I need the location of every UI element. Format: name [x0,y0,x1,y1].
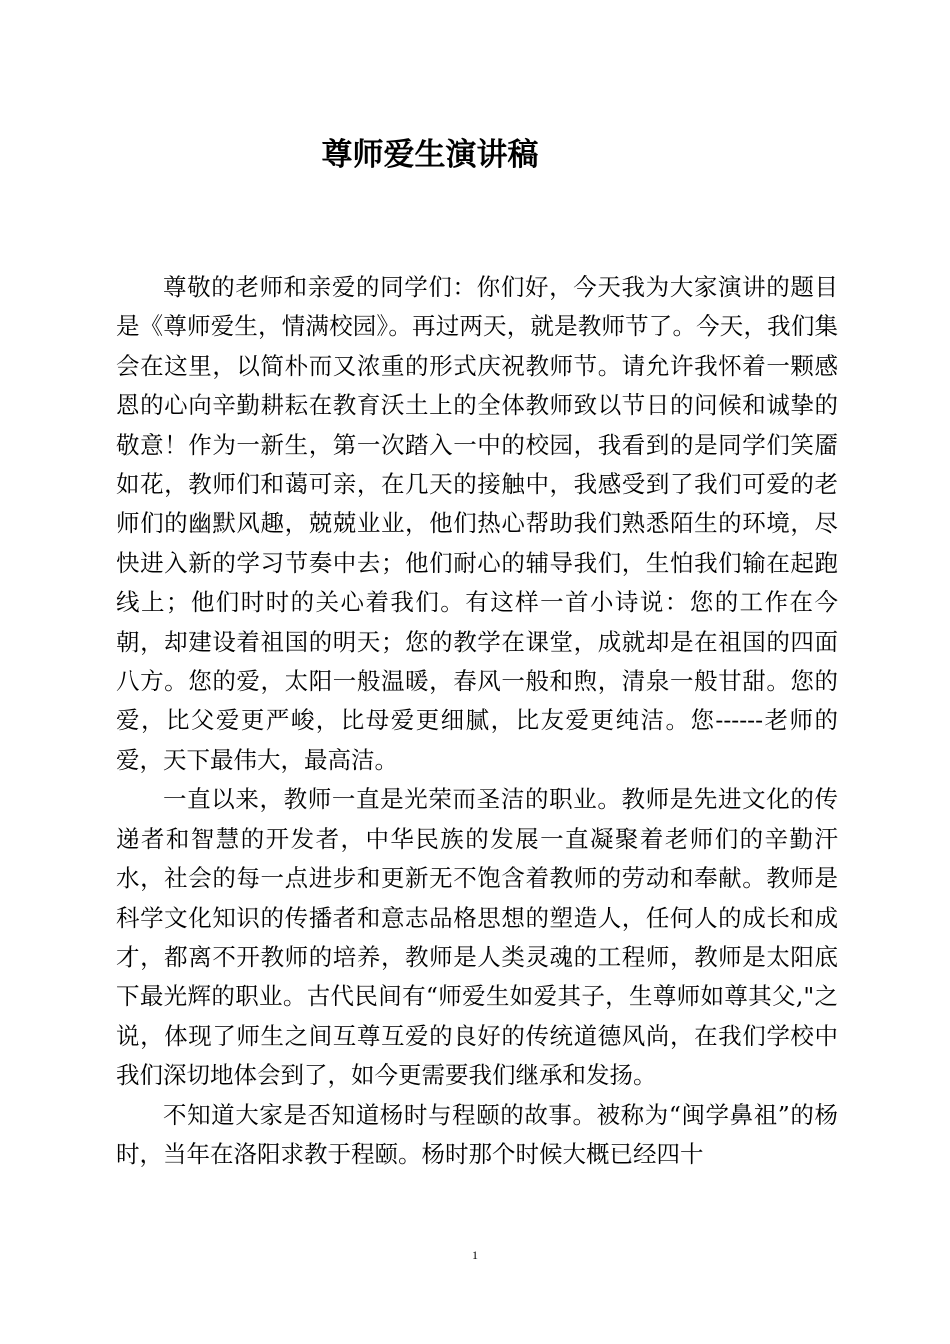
document-title: 尊师爱生演讲稿 [321,137,539,173]
page-number: 1 [472,1248,478,1262]
paragraph: 不知道大家是否知道杨时与程颐的故事。被称为“闽学鼻祖”的杨时，当年在洛阳求教于程颐。杨时那个时候大概已经四十 [116,1100,838,1168]
paragraph: 尊敬的老师和亲爱的同学们：你们好，今天我为大家演讲的题目是《尊师爱生，情满校园》。再过两天，就是教师节了。今天，我们集会在这里，以简朴而又浓重的形式庆祝教师节。请允许我怀着一颗感恩的心向辛勤耕耘在教育沃土上的全体教师致以节日的问候和诚挚的敬意！作为一新生，第一次踏入一中的校园，我看到的是同学们笑靥如花，教师们和蔼可亲，在几天的接触中，我感受到了我们可爱的老师们的幽默风趣，兢兢业业，他们热心帮助我们熟悉陌生的环境，尽快进入新的学习节奏中去；他们耐心的辅导我们，生怕我们输在起跑线上；他们时时的关心着我们。有这样一首小诗说：您的工作在今朝，却建设着祖国的明天；您的教学在课堂，成就却是在祖国的四面八方。您的爱，太阳一般温暖，春风一般和煦，清泉一般甘甜。您的爱，比父爱更严峻，比母爱更细腻，比友爱更纯洁。您------老师的爱，天下最伟大，最高洁。 [116,273,838,774]
paragraph: 一直以来，教师一直是光荣而圣洁的职业。教师是先进文化的传递者和智慧的开发者，中华民族的发展一直凝聚着老师们的辛勤汗水，社会的每一点进步和更新无不饱含着教师的劳动和奉献。教师是科学文化知识的传播者和意志品格思想的塑造人，任何人的成长和成才，都离不开教师的培养，教师是人类灵魂的工程师，教师是太阳底下最光辉的职业。古代民间有“师爱生如爱其子，生尊师如尊其父,"之说，体现了师生之间互尊互爱的良好的传统道德风尚，在我们学校中我们深切地体会到了，如今更需要我们继承和发扬。 [116,785,838,1090]
document-body [116,268,838,1174]
